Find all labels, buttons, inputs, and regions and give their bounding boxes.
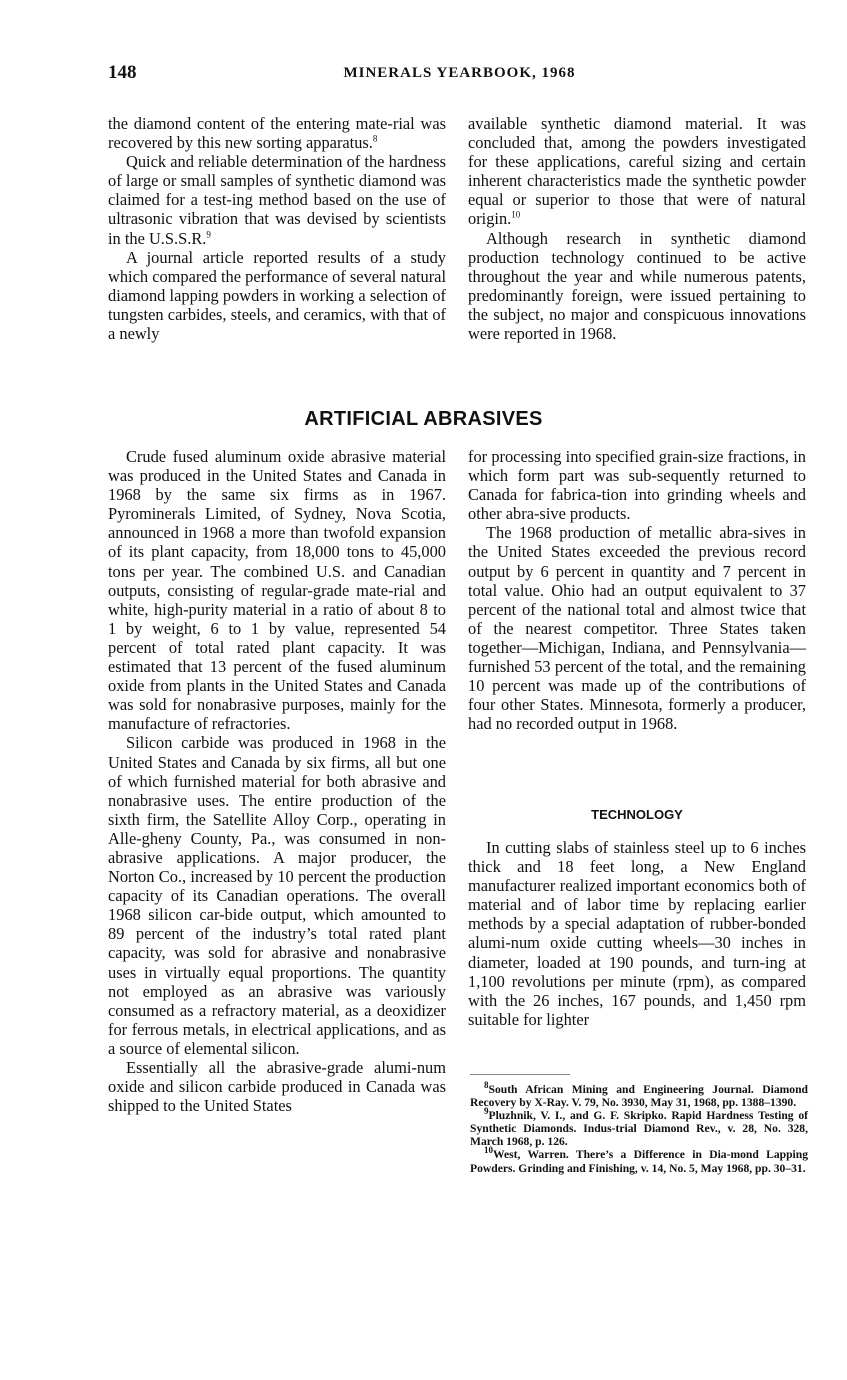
paragraph: available synthetic diamond material. It was concluded that, among the powders investigated for these applications, careful sizing and certain inherent characteristics made the synthetic powder equal or superior to those that were of natural origin.$^{10}$	[468, 114, 806, 229]
paragraph: Although research in synthetic diamond production technology continued to be active throughout the year and while numerous patents, predominantly foreign, were issued pertaining to the subject, no major and conspicuous innovations were reported in 1968.	[468, 228, 806, 344]
intro-column-right	[468, 114, 806, 343]
paragraph: In cutting slabs of stainless steel up to 6 inches thick and 18 feet long, a New England manufacturer realized important economics both of material and of labor time by replacing earlier methods by a special adaptation of rubber-bonded alumi-num oxide cutting wheels—30 inches in diameter, loaded at 190 pounds, and turn-ing at 1,100 revolutions per minute (rpm), as compared with the 26 inches, 167 pounds, and 1,450 rpm suitable for lighter	[468, 838, 806, 1029]
footnote-ref: 9	[206, 229, 211, 240]
abrasives-column-right	[468, 447, 806, 733]
page-number: 148	[108, 62, 137, 83]
footnote-number: 9	[484, 1106, 489, 1117]
intro-column-left	[108, 114, 446, 343]
paragraph: for processing into specified grain-size fractions, in which form part was sub-sequently returned to Canada for fabrica-tion into grinding wheels and other abra-sive products.	[468, 447, 806, 524]
paragraph: The 1968 production of metallic abra-sives in the United States exceeded the previous record output by 6 percent in quantity and 7 percent in total value. Ohio had an output equivalent to 37 percent of the national total and almost twice that of the nearest competitor. Three States taken together—Michigan, Indiana, and Pennsylvania—furnished 53 percent of the total, and the remaining 10 percent was made up of the contributions of four other States. Minnesota, formerly a producer, had no recorded output in 1968.	[468, 523, 806, 734]
paragraph: the diamond content of the entering mate-rial was recovered by this new sorting apparatus.$^8$	[108, 114, 446, 153]
footnote-number: 8	[484, 1080, 489, 1091]
paragraph: Silicon carbide was produced in 1968 in the United States and Canada by six firms, all but one of which furnished material for both abrasive and nonabrasive uses. The entire production of the sixth firm, the Satellite Alloy Corp., operating in Alle-gheny County, Pa., was consumed in non-abrasive applications. A major producer, the Norton Co., increased by 10 percent the production capacity of its Canadian operations. The overall 1968 silicon car-bide output, which amounted to 89 percent of the industry’s total rated plant capacity, was sold for abrasive and nonabrasive uses in virtually equal proportions. The quantity not employed as an abrasive was variously consumed as a refractory material, as a deoxidizer for ferrous metals, in electrical applications, and as a source of elemental silicon.	[108, 733, 446, 1058]
subsection-title: TECHNOLOGY	[591, 807, 683, 822]
paragraph: Crude fused aluminum oxide abrasive material was produced in the United States and Canada in 1968 by the same six firms as in 1967. Pyrominerals Limited, of Sydney, Nova Scotia, announced in 1968 a more than twofold expansion of its plant capacity, from 18,000 tons to 45,000 tons per year. The combined U.S. and Canadian outputs, consisting of regular-grade mate-rial and white, high-purity material in a ratio of about 8 to 1 by weight, 6 to 1 by value, represented 54 percent of total rated plant capacity. It was estimated that 13 percent of the fused aluminum oxide from plants in the United States and Canada was sold for nonabrasive purposes, mainly for the manufacture of refractories.	[108, 447, 446, 734]
paragraph: Quick and reliable determination of the hardness of large or small samples of synthetic diamond was claimed for a test-ing method based on the use of ultrasonic vibration that was devised by scientists in the U.S.S.R.$^9$	[108, 152, 446, 248]
section-title: ARTIFICIAL ABRASIVES	[304, 408, 543, 430]
paragraph: Essentially all the abrasive-grade alumi-num oxide and silicon carbide produced in Canada was shipped to the United States	[108, 1058, 446, 1116]
footnotes	[470, 1080, 808, 1175]
running-title: MINERALS YEARBOOK, 1968	[343, 65, 576, 81]
abrasives-column-left	[108, 447, 446, 1115]
footnote-ref: 8	[372, 133, 378, 144]
page-header	[108, 62, 811, 90]
footnote: $^8$South African Mining and Engineering Journal. Diamond Recovery by X-Ray. V. 79, No. 3930, May 31, 1968, pp. 1388–1390.	[470, 1080, 808, 1110]
footnote: $^{10}$West, Warren. There’s a Difference in Dia-mond Lapping Powders. Grinding and Finishing, v. 14, No. 5, May 1968, pp. 30–31.	[470, 1145, 808, 1175]
footnote-number: 10	[484, 1145, 493, 1156]
footnote: $^9$Pluzhnik, V. I., and G. F. Skripko. Rapid Hardness Testing of Synthetic Diamonds. Indus-trial Diamond Rev., v. 28, No. 328, March 1968, p. 126.	[470, 1106, 808, 1149]
footnote-divider	[470, 1074, 570, 1075]
footnote-ref: 10	[511, 210, 521, 220]
paragraph: A journal article reported results of a study which compared the performance of several natural diamond lapping powders in working a selection of tungsten carbides, steels, and ceramics, with that of a newly	[108, 247, 446, 344]
technology-column	[468, 838, 806, 1029]
